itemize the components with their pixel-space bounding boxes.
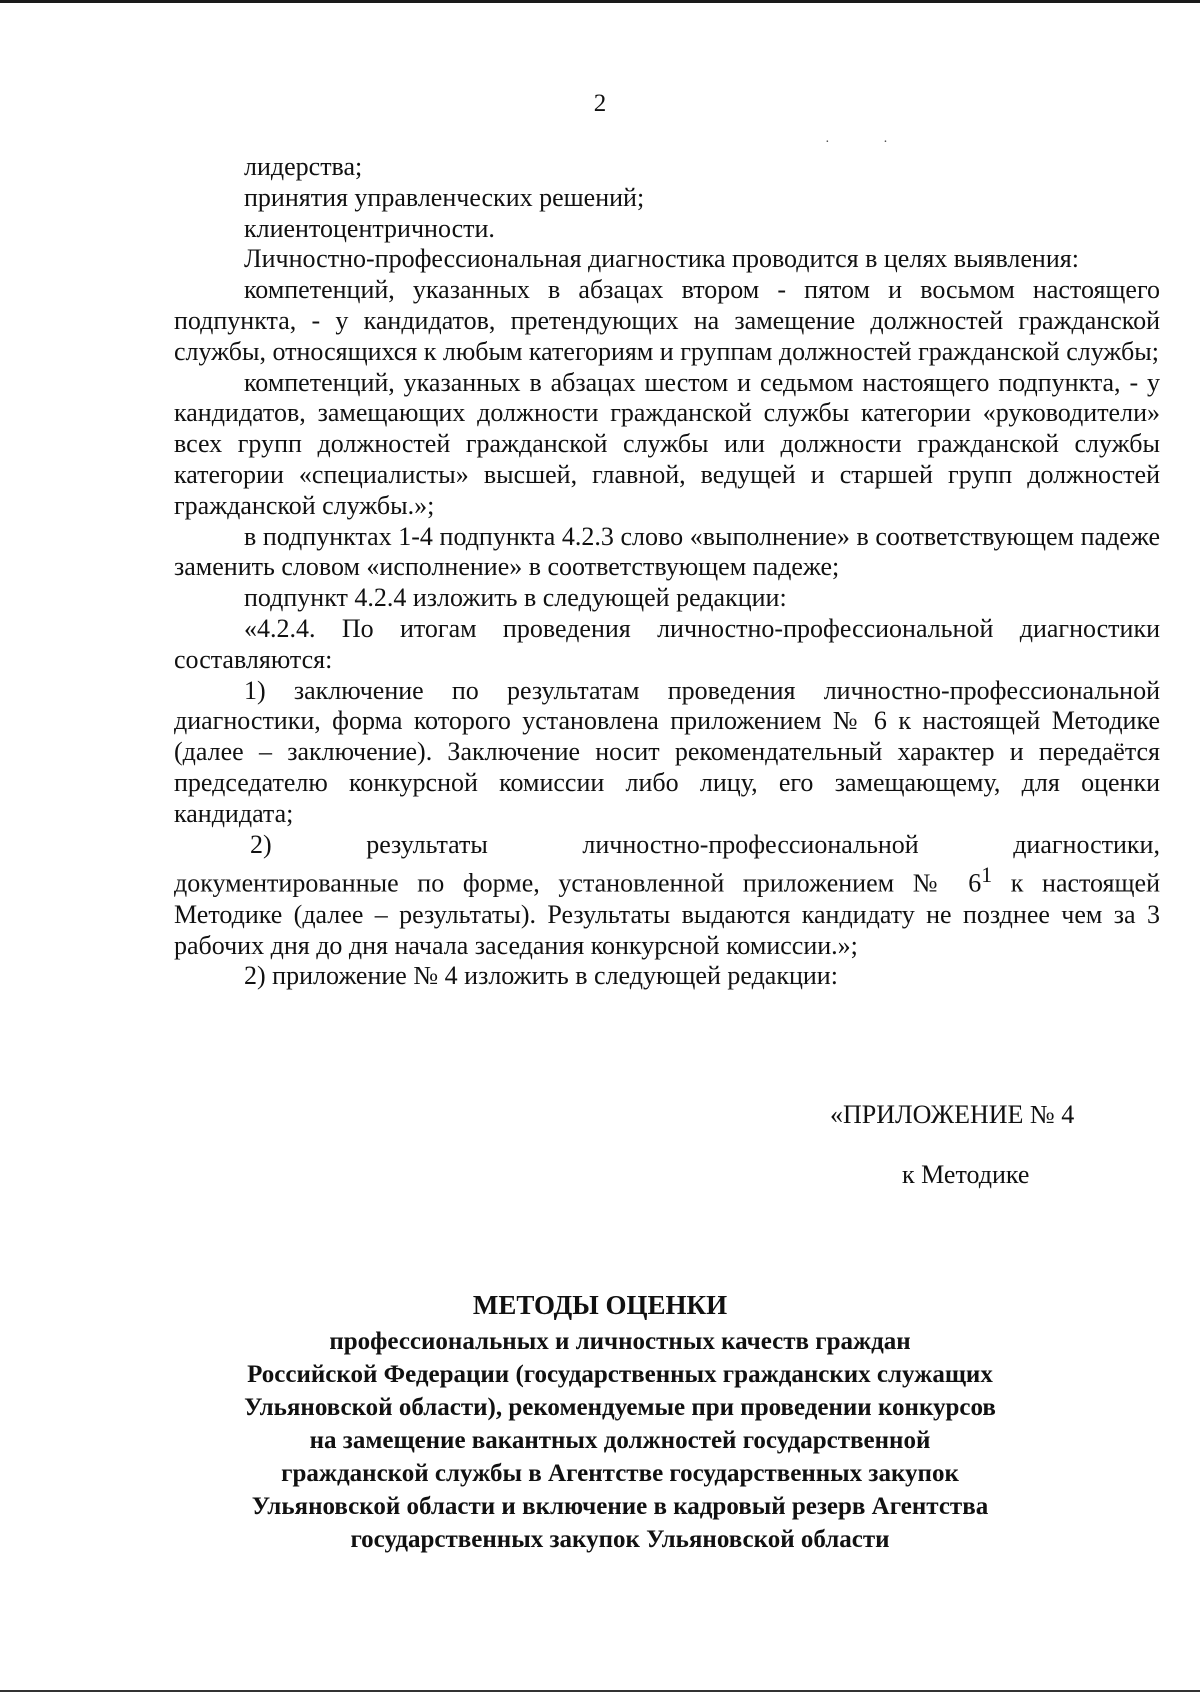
paragraph-diagnostics-purpose: Личностно-профессиональная диагностика проводится в целях выявления: bbox=[244, 244, 1079, 274]
paragraph-424-text: «4.2.4. По итогам проведения личностно-профессиональной диагностики составляются: bbox=[174, 613, 1160, 674]
appendix-label: «ПРИЛОЖЕНИЕ № 4 bbox=[830, 1100, 1075, 1129]
paragraph-competencies-all: компетенций, указанных в абзацах втором - пятом и восьмом настоящего подпункта, - у кандидатов, претендующих на замещение должностей гражданской службы, относящихся к любым категориям и группам должностей гражданской службы; bbox=[174, 275, 1160, 366]
page-number: 2 bbox=[593, 90, 607, 117]
paragraph-item-2-results bbox=[174, 860, 1160, 961]
item-2-text-after-superscript: к настоящей Методике (далее – результаты). Результаты выдаются кандидату не позднее чем за 3 рабочих дня до дня начала заседания конкурсной комиссии.»; bbox=[174, 868, 1160, 960]
document-body bbox=[174, 152, 1160, 992]
appendix-to-methodology: к Методике bbox=[902, 1160, 1030, 1189]
item-2-text-before-superscript: документированные по форме, установленной приложением № 6 bbox=[174, 868, 982, 898]
subtitle-line: государственных закупок Ульяновской области bbox=[350, 1526, 890, 1553]
paragraph-subpoints-replacement: в подпунктах 1-4 подпункта 4.2.3 слово «выполнение» в соответствующем падеже заменить словом «исполнение» в соответствующем падеже; bbox=[174, 521, 1160, 582]
paragraph-item-2-first-line bbox=[174, 830, 1160, 861]
scan-specks: · · bbox=[825, 135, 913, 150]
subtitle-line: Ульяновской области), рекомендуемые при проведении конкурсов bbox=[244, 1394, 996, 1421]
document-title: МЕТОДЫ ОЦЕНКИ bbox=[472, 1290, 728, 1320]
item-2-word-results: результаты bbox=[366, 829, 488, 859]
item-2-word-personal-professional: личностно-профессиональной bbox=[582, 829, 919, 859]
scan-border-top bbox=[0, 0, 1200, 3]
paragraph-subpoint-424-intro: подпункт 4.2.4 изложить в следующей редакции: bbox=[244, 583, 787, 613]
paragraph-appendix-4-instruction: 2) приложение № 4 изложить в следующей редакции: bbox=[244, 961, 838, 991]
subtitle-line: профессиональных и личностных качеств граждан bbox=[329, 1328, 911, 1355]
item-2-number: 2) bbox=[250, 829, 272, 859]
paragraph-item-1-conclusion: 1) заключение по результатам проведения личностно-профессиональной диагностики, форма которого установлена приложением № 6 к настоящей Методике (далее – заключение). Заключение носит рекомендательный характер и передаётся председателю конкурсной комиссии либо лицу, его замещающему, для оценки кандидата; bbox=[174, 675, 1160, 828]
subtitle-line: на замещение вакантных должностей государственной bbox=[309, 1427, 931, 1454]
paragraph-competencies-leaders: компетенций, указанных в абзацах шестом и седьмом настоящего подпункта, - у кандидатов, замещающих должности гражданской службы категории «руководители» всех групп должностей гражданской службы или должности гражданской службы категории «специалисты» высшей, главной, ведущей и старшей групп должностей гражданской службы.»; bbox=[174, 367, 1160, 520]
subtitle-line: Российской Федерации (государственных гражданских служащих bbox=[247, 1361, 993, 1388]
scan-border-bottom bbox=[0, 1690, 1200, 1692]
subtitle-line: Ульяновской области и включение в кадровый резерв Агентства bbox=[251, 1493, 989, 1520]
document-subtitle bbox=[200, 1325, 1040, 1556]
paragraph-client-centricity: клиентоцентричности. bbox=[244, 213, 495, 243]
item-2-superscript: 1 bbox=[981, 863, 993, 888]
paragraph-leadership: лидерства; bbox=[244, 152, 363, 181]
paragraph-management-decisions: принятия управленческих решений; bbox=[244, 182, 645, 212]
subtitle-line: гражданской службы в Агентстве государственных закупок bbox=[281, 1460, 959, 1487]
item-2-word-diagnostics: диагностики, bbox=[1013, 829, 1160, 859]
